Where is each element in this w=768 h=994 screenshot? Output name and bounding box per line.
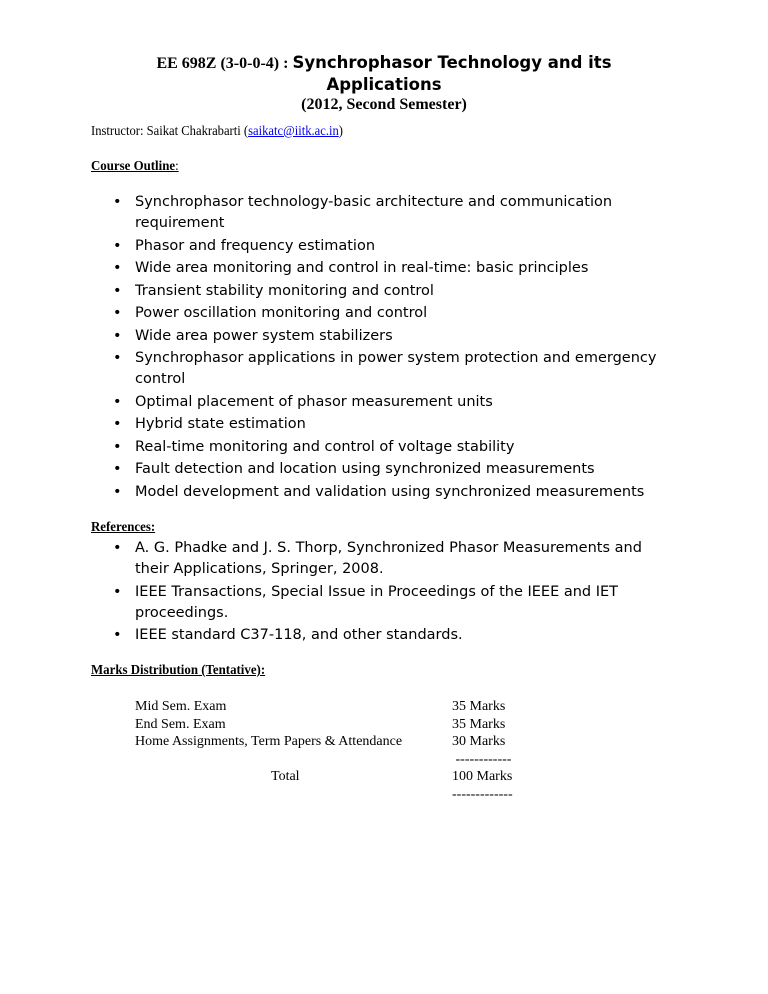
marks-separator-row <box>135 786 555 804</box>
course-outline-heading-colon: : <box>175 159 179 174</box>
list-item: • A. G. Phadke and J. S. Thorp, Synchronized Phasor Measurements and their Applications, Springer, 2008. <box>113 538 673 580</box>
references-list <box>113 538 673 648</box>
marks-row-label: Home Assignments, Term Papers & Attendance <box>135 734 403 749</box>
list-item: • Fault detection and location using synchronized measurements <box>113 459 673 480</box>
references-heading: References: <box>91 520 156 535</box>
course-title <box>100 52 668 95</box>
instructor-email-link[interactable]: saikatc@iitk.ac.in <box>248 124 339 139</box>
marks-total-value: 100 Marks <box>452 769 513 784</box>
instructor-line <box>91 124 343 140</box>
marks-row-value: 30 Marks <box>452 734 506 749</box>
marks-separator-row <box>135 751 555 769</box>
instructor-suffix: ) <box>338 124 343 139</box>
marks-distribution-heading: Marks Distribution (Tentative): <box>91 663 266 678</box>
marks-separator: ------------ <box>452 751 512 767</box>
marks-row <box>135 698 555 716</box>
list-item: • Real-time monitoring and control of voltage stability <box>113 437 673 458</box>
marks-separator: ------------- <box>452 786 513 802</box>
marks-table <box>135 698 555 803</box>
list-item: • Hybrid state estimation <box>113 414 673 435</box>
list-item: • Synchrophasor applications in power system protection and emergency control <box>113 348 673 390</box>
marks-row-value: 35 Marks <box>452 716 506 732</box>
course-outline-heading-text: Course Outline <box>91 159 176 174</box>
marks-total-label: Total <box>271 769 300 784</box>
list-item: • Wide area monitoring and control in real-time: basic principles <box>113 258 673 279</box>
list-item: • Optimal placement of phasor measurement units <box>113 392 673 413</box>
marks-row <box>135 733 555 751</box>
course-name-line2: Applications <box>326 75 442 94</box>
marks-row-label: End Sem. Exam <box>135 716 226 732</box>
course-name-line1: Synchrophasor Technology and its <box>292 53 612 72</box>
marks-total-row <box>135 768 555 786</box>
semester: (2012, Second Semester) <box>301 96 467 113</box>
instructor-prefix: Instructor: Saikat Chakrabarti ( <box>91 124 249 139</box>
list-item: • Model development and validation using synchronized measurements <box>113 482 673 503</box>
list-item: • Phasor and frequency estimation <box>113 236 673 257</box>
course-outline-heading <box>91 159 179 175</box>
marks-row-label: Mid Sem. Exam <box>135 699 227 714</box>
list-item: • IEEE standard C37-118, and other standards. <box>113 625 673 646</box>
list-item: • Wide area power system stabilizers <box>113 326 673 347</box>
list-item: • Transient stability monitoring and control <box>113 281 673 302</box>
list-item: • Synchrophasor technology-basic architecture and communication requirement <box>113 192 673 234</box>
list-item: • IEEE Transactions, Special Issue in Proceedings of the IEEE and IET proceedings. <box>113 582 673 624</box>
list-item: • Power oscillation monitoring and control <box>113 303 673 324</box>
marks-row-value: 35 Marks <box>452 699 506 714</box>
marks-row <box>135 716 555 734</box>
course-code: EE 698Z (3-0-0-4) : <box>156 55 289 72</box>
course-outline-list <box>113 192 673 504</box>
